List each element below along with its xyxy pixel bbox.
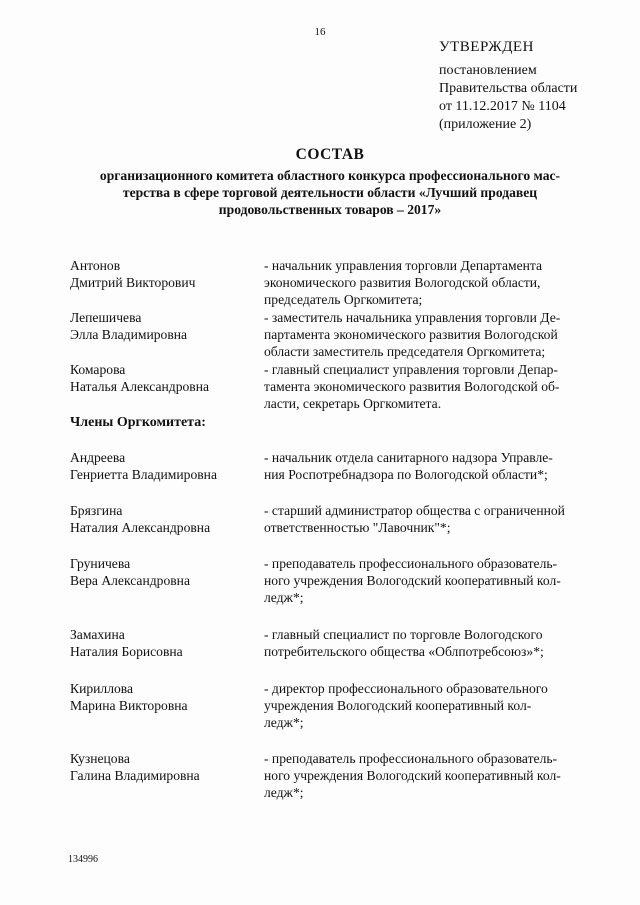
person-role xyxy=(264,257,606,308)
role-line: ного учреждения Вологодский кооперативный кол- xyxy=(264,573,561,588)
person-role xyxy=(264,750,606,801)
person-name xyxy=(70,626,265,660)
person-given-names: Наталия Александровна xyxy=(70,520,211,535)
person-role xyxy=(264,502,606,536)
person-name xyxy=(70,680,265,714)
role-line: председатель Оргкомитета; xyxy=(264,292,423,307)
role-line: области заместитель председателя Оргкомитета; xyxy=(264,344,546,359)
heading-line: продовольственных товаров – 2017» xyxy=(218,202,442,217)
approval-line: Правительства области xyxy=(439,81,578,96)
person-surname: Кузнецова xyxy=(70,751,130,766)
role-line: - начальник управления торговли Департамента xyxy=(264,258,543,273)
person-surname: Комарова xyxy=(70,362,126,377)
person-name xyxy=(70,449,265,483)
person-name xyxy=(70,502,265,536)
person-name xyxy=(70,361,265,395)
role-line: потребительского общества «Облпотребсоюз»*; xyxy=(264,644,544,659)
person-given-names: Наталья Александровна xyxy=(70,379,210,394)
person-given-names: Вера Александровна xyxy=(70,573,190,588)
role-line: - заместитель начальника управления торговли Де- xyxy=(264,310,561,325)
role-line: - главный специалист по торговле Вологодского xyxy=(264,627,543,642)
role-line: ледж*; xyxy=(264,590,304,605)
heading-line: организационного комитета областного конкурса профессионального мас- xyxy=(99,168,561,183)
role-line: - старший администратор общества с ограниченной xyxy=(264,503,565,518)
role-line: - преподаватель профессионального образователь- xyxy=(264,751,558,766)
role-line: ледж*; xyxy=(264,715,304,730)
heading-title: СОСТАВ xyxy=(295,146,365,163)
role-line: - преподаватель профессионального образователь- xyxy=(264,556,558,571)
person-surname: Антонов xyxy=(70,258,121,273)
person-role xyxy=(264,361,606,412)
role-line: ледж*; xyxy=(264,785,304,800)
role-line: ответственностью "Лавочник"*; xyxy=(264,520,451,535)
person-name xyxy=(70,257,265,291)
role-line: учреждения Вологодский кооперативный кол- xyxy=(264,698,532,713)
role-line: партамента экономического развития Вологодской xyxy=(264,327,558,342)
role-line: тамента экономического развития Вологодской об- xyxy=(264,379,560,394)
person-surname: Груничева xyxy=(70,556,131,571)
person-surname: Замахина xyxy=(70,627,125,642)
person-given-names: Дмитрий Викторович xyxy=(70,275,196,290)
person-surname: Кириллова xyxy=(70,681,134,696)
approval-line: (приложение 2) xyxy=(439,117,532,132)
role-line: ного учреждения Вологодский кооперативный кол- xyxy=(264,768,561,783)
person-name xyxy=(70,309,265,343)
role-line: ласти, секретарь Оргкомитета. xyxy=(264,396,442,411)
approval-line: от 11.12.2017 № 1104 xyxy=(439,99,566,114)
role-line: - директор профессионального образовательного xyxy=(264,681,548,696)
approval-line: постановлением xyxy=(439,63,537,78)
approval-title: УТВЕРЖДЕН xyxy=(439,39,534,55)
heading-line: терства в сфере торговой деятельности области «Лучший продавец xyxy=(122,185,538,200)
approval-stamp xyxy=(439,38,577,134)
person-surname: Андреева xyxy=(70,450,126,465)
person-surname: Лепешичева xyxy=(70,310,142,325)
person-role xyxy=(264,309,606,360)
role-line: ния Роспотребнадзора по Вологодской области*; xyxy=(264,467,548,482)
role-line: экономического развития Вологодской области, xyxy=(264,275,541,290)
members-heading: Члены Оргкомитета: xyxy=(70,415,206,430)
person-role xyxy=(264,449,606,483)
person-surname: Брязгина xyxy=(70,503,123,518)
person-role xyxy=(264,626,606,660)
role-line: - главный специалист управления торговли Депар- xyxy=(264,362,558,377)
person-given-names: Марина Викторовна xyxy=(70,698,188,713)
person-given-names: Наталия Борисовна xyxy=(70,644,183,659)
person-role xyxy=(264,555,606,606)
document-heading xyxy=(60,146,600,218)
page-number: 16 xyxy=(314,26,326,38)
person-given-names: Генриетта Владимировна xyxy=(70,467,217,482)
document-code: 134996 xyxy=(68,854,98,865)
person-role xyxy=(264,680,606,731)
role-line: - начальник отдела санитарного надзора Управле- xyxy=(264,450,553,465)
person-given-names: Галина Владимировна xyxy=(70,768,200,783)
person-name xyxy=(70,750,265,784)
person-name xyxy=(70,555,265,589)
person-given-names: Элла Владимировна xyxy=(70,327,188,342)
